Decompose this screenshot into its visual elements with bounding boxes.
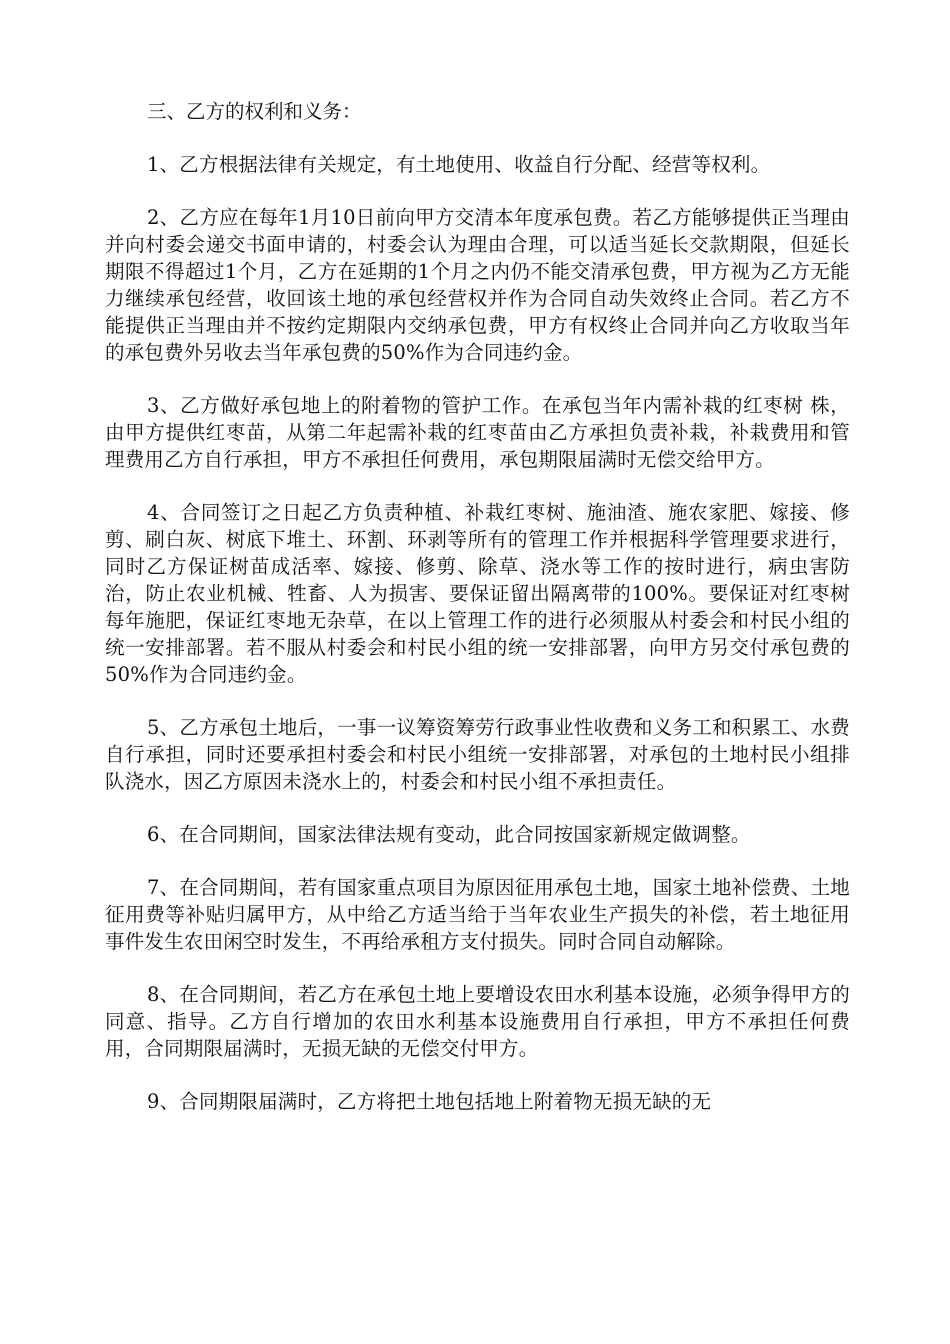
clause-8: 8、在合同期间，若乙方在承包土地上要增设农田水利基本设施，必须争得甲方的同意、指导。乙方自行增加的农田水利基本设施费用自行承担，甲方不承担任何费用，合同期限届满时，无损无缺的无偿交付甲方。 — [105, 983, 850, 1060]
clause-2: 2、乙方应在每年1月10日前向甲方交清本年度承包费。若乙方能够提供正当理由并向村委会递交书面申请的，村委会认为理由合理，可以适当延长交款期限，但延长期限不得超过1个月，乙方在延期的1个月之内仍不能交清承包费，甲方视为乙方无能力继续承包经营，收回该土地的承包经营权并作为合同自动失效终止合同。若乙方不能提供正当理由并不按约定期限内交纳承包费，甲方有权终止合同并向乙方收取当年的承包费外另收去当年承包费的50%作为合同违约金。 — [105, 206, 850, 364]
clause-1: 1、乙方根据法律有关规定，有土地使用、收益自行分配、经营等权利。 — [147, 153, 771, 176]
clause-9: 9、合同期限届满时，乙方将把土地包括地上附着物无损无缺的无 — [147, 1090, 712, 1113]
clause-6: 6、在合同期间，国家法律法规有变动，此合同按国家新规定做调整。 — [147, 823, 751, 846]
clause-5: 5、乙方承包土地后，一事一议筹资筹劳行政事业性收费和义务工和积累工、水费自行承担，同时还要承担村委会和村民小组统一安排部署，对承包的土地村民小组排队浇水，因乙方原因未浇水上的，村委会和村民小组不承担责任。 — [105, 716, 850, 793]
document-body — [105, 98, 850, 1141]
clause-7: 7、在合同期间，若有国家重点项目为原因征用承包土地，国家土地补偿费、土地征用费等补贴归属甲方，从中给乙方适当给于当年农业生产损失的补偿，若土地征用事件发生农田闲空时发生，不再给承租方支付损失。同时合同自动解除。 — [105, 876, 850, 953]
clause-4: 4、合同签订之日起乙方负责种植、补栽红枣树、施油渣、施农家肥、嫁接、修剪、刷白灰、树底下堆土、环割、环剥等所有的管理工作并根据科学管理要求进行，同时乙方保证树苗成活率、嫁接、修剪、除草、浇水等工作的按时进行，病虫害防治，防止农业机械、牲畜、人为损害、要保证留出隔离带的100%。要保证对红枣树每年施肥，保证红枣地无杂草，在以上管理工作的进行必须服从村委会和村民小组的统一安排部署。若不服从村委会和村民小组的统一安排部署，向甲方另交付承包费的50%作为合同违约金。 — [105, 501, 850, 686]
clause-3: 3、乙方做好承包地上的附着物的管护工作。在承包当年内需补栽的红枣树 株，由甲方提供红枣苗，从第二年起需补栽的红枣苗由乙方承担负责补栽，补栽费用和管理费用乙方自行承担，甲方不承担任何费用，承包期限届满时无偿交给甲方。 — [105, 394, 850, 471]
section-heading: 三、乙方的权利和义务： — [147, 100, 362, 123]
